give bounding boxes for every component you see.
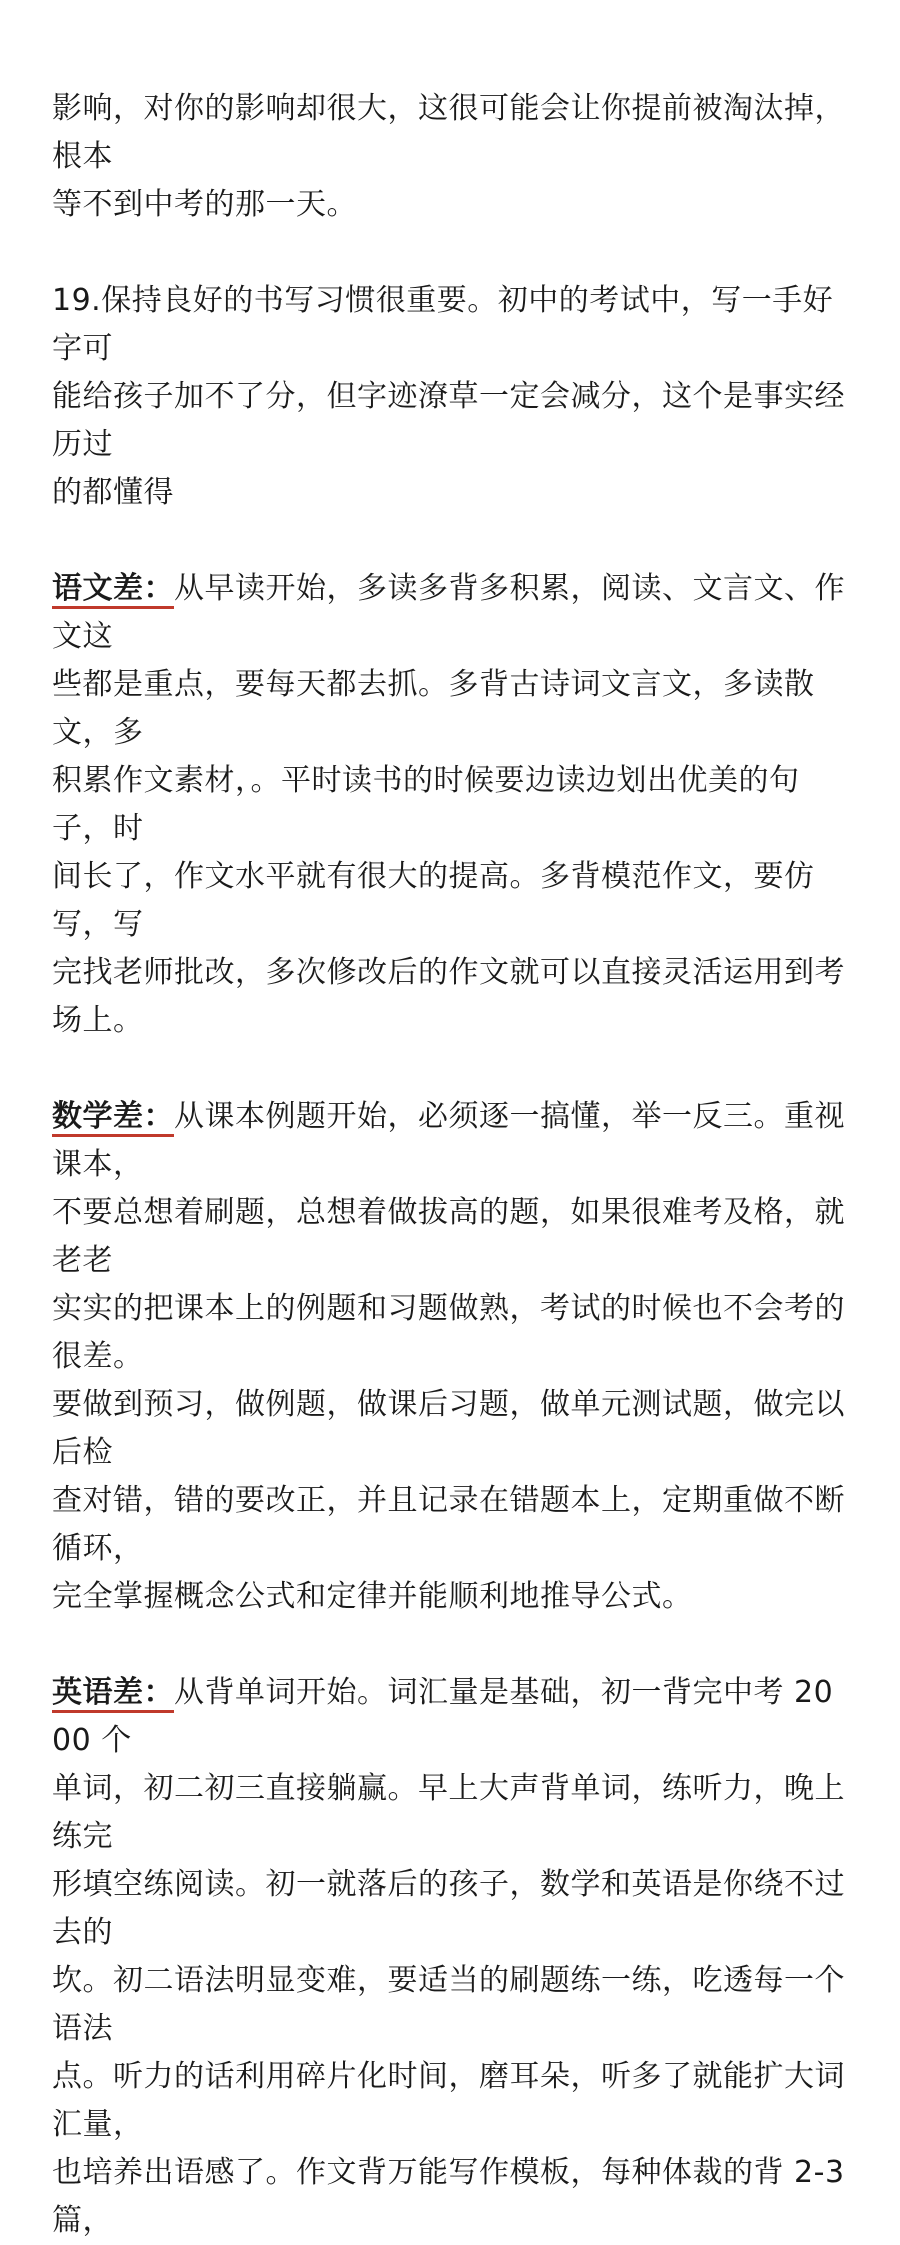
paragraph-english [52,1669,855,2245]
line: 的都懂得 [52,475,174,510]
line: 些都是重点，要每天都去抓。多背古诗词文言文，多读散文，多 [52,667,815,750]
paragraph-intro-continuation [52,85,848,229]
paragraph-gap [52,229,848,277]
paragraph-chinese [52,565,848,1045]
line: 不要总想着刷题，总想着做拔高的题，如果很难考及格，就老老 [52,1195,845,1278]
line: 间长了，作文水平就有很大的提高。多背模范作文，要仿写，写 [52,859,815,942]
paragraph-tip-19 [52,277,848,517]
line: 坎。初二语法明显变难，要适当的刷题练一练，吃透每一个语法 [52,1963,845,2046]
line: 从早读开始，多读多背多积累，阅读、文言文、作文这 [52,571,845,654]
line: 点。听力的话利用碎片化时间，磨耳朵，听多了就能扩大词汇量， [52,2059,845,2142]
paragraph-gap [52,1621,848,1669]
line: 能给孩子加不了分，但字迹潦草一定会减分，这个是事实经历过 [52,379,845,462]
paragraph-math [52,1093,848,1621]
line: 完全掌握概念公式和定律并能顺利地推导公式。 [52,1579,693,1614]
line: 要做到预习，做例题，做课后习题，做单元测试题，做完以后检 [52,1387,845,1470]
section-label-english: 英语差： [52,1676,174,1713]
line: 形填空练阅读。初一就落后的孩子，数学和英语是你绕不过去的 [52,1867,845,1950]
paragraph-gap [52,517,848,565]
paragraph-gap [52,1045,848,1093]
line: 单词，初二初三直接躺赢。早上大声背单词，练听力，晚上练完 [52,1771,845,1854]
line: 也培养出语感了。作文背万能写作模板，每种体裁的背 2-3 篇， [52,2155,855,2238]
line: 19.保持良好的书写习惯很重要。初中的考试中，写一手好字可 [52,283,834,366]
section-label-chinese: 语文差： [52,572,174,609]
line: 从课本例题开始，必须逐一搞懂，举一反三。重视课本， [52,1099,845,1182]
line: 完找老师批改，多次修改后的作文就可以直接灵活运用到考场上。 [52,955,845,1038]
line: 影响，对你的影响却很大，这很可能会让你提前被淘汰掉，根本 [52,91,845,174]
line: 查对错，错的要改正，并且记录在错题本上，定期重做不断循环， [52,1483,845,1566]
line: 积累作文素材，。平时读书的时候要边读边划出优美的句子，时 [52,763,800,846]
line: 从背单词开始。词汇量是基础，初一背完中考 2000 个 [52,1675,834,1758]
section-label-math: 数学差： [52,1100,174,1137]
line: 实实的把课本上的例题和习题做熟，考试的时候也不会考的很差。 [52,1291,845,1374]
line: 等不到中考的那一天。 [52,187,357,222]
